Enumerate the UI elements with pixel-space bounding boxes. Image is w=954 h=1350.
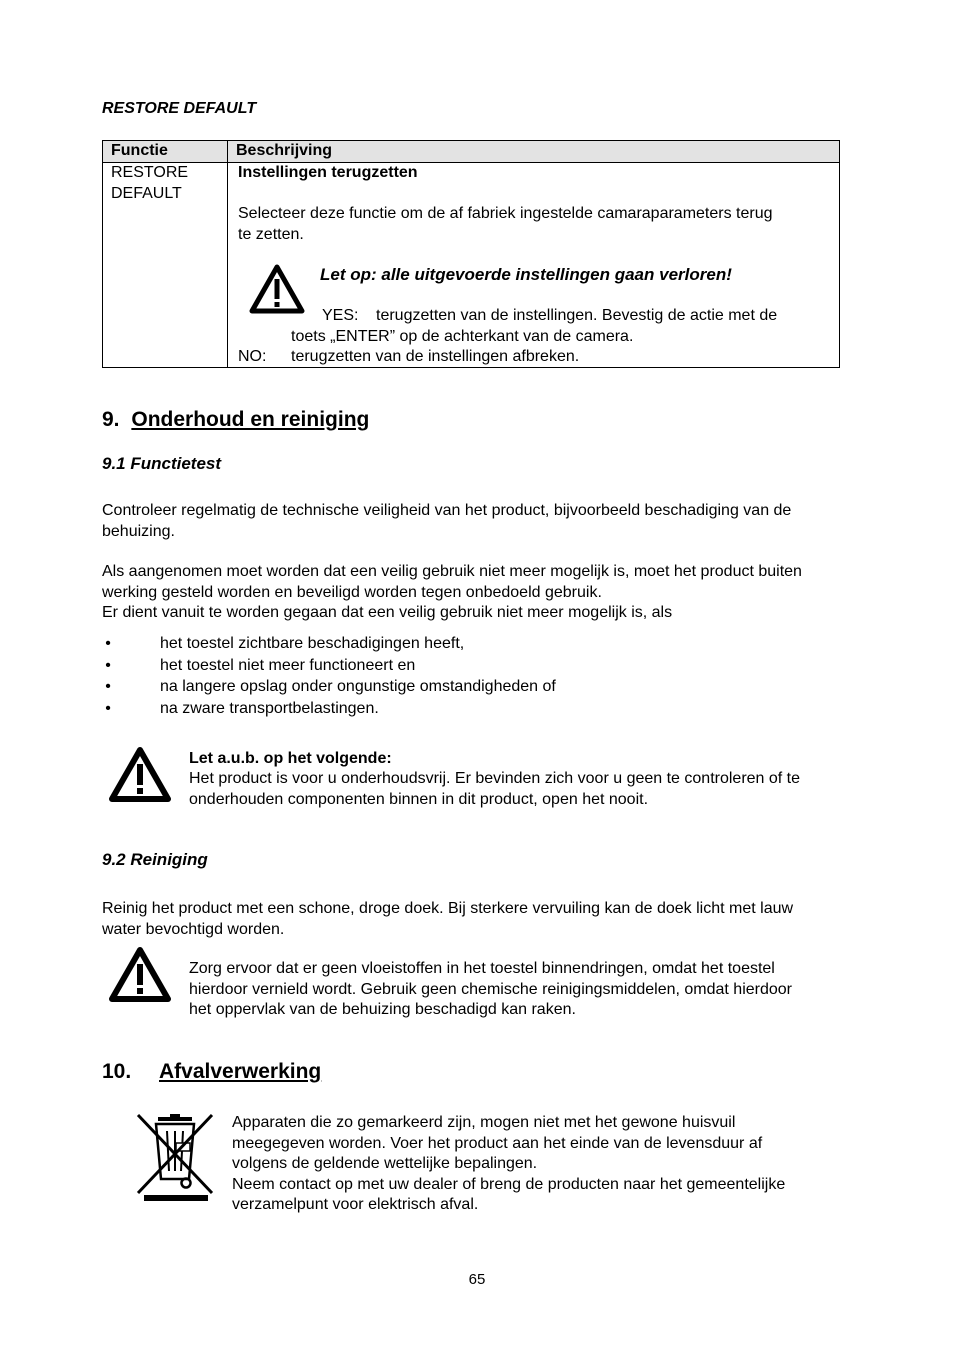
warning-triangle-icon bbox=[248, 263, 306, 322]
subsection-9-1-heading: 9.1 Functietest bbox=[102, 454, 222, 473]
warning-triangle-icon bbox=[108, 746, 172, 811]
section-title: Afvalverwerking bbox=[159, 1060, 322, 1083]
description-title: Instellingen terugzetten bbox=[238, 164, 418, 181]
section-10-heading bbox=[102, 1059, 322, 1085]
table-cell-function bbox=[103, 163, 228, 368]
yes-text-line1: terugzetten van de instellingen. Bevestig de actie met de bbox=[376, 307, 778, 324]
restore-default-table bbox=[102, 140, 840, 368]
function-line: RESTORE bbox=[111, 164, 189, 181]
warning-text: Let op: alle uitgevoerde instellingen gaan verloren! bbox=[320, 265, 732, 284]
warning-triangle-icon bbox=[108, 946, 172, 1011]
paragraph-safety-check: Controleer regelmatig de technische veiligheid van het product, bijvoorbeeld beschadiging van de behuizing. bbox=[102, 502, 792, 540]
page-number: 65 bbox=[468, 1271, 486, 1288]
notice-text: Het product is voor u onderhoudsvrij. Er bevinden zich voor u geen te controleren of te onderhouden componenten binnen in dit product, open het nooit. bbox=[189, 770, 801, 808]
function-line: DEFAULT bbox=[111, 184, 182, 202]
paragraph-unsafe-use: Als aangenomen moet worden dat een veilig gebruik niet meer mogelijk is, moet het product buiten werking gesteld worden en beveiligd worden tegen onbedoeld gebruik. Er dient vanuit te worden gegaan dat een veilig gebruik niet meer mogelijk is, als bbox=[102, 563, 802, 621]
no-text: terugzetten van de instellingen afbreken. bbox=[291, 348, 580, 365]
section-9-heading bbox=[102, 407, 369, 433]
yes-text-line2: toets „ENTER” op de achterkant van de camera. bbox=[291, 328, 634, 345]
table-header-description: Beschrijving bbox=[228, 141, 840, 163]
yes-label: YES: bbox=[322, 307, 359, 324]
cleaning-warning-text: Zorg ervoor dat er geen vloeistoffen in het toestel binnendringen, omdat het toestel hierdoor vernield wordt. Gebruik geen chemische reinigingsmiddelen, omdat hierdoor het oppervlak van de behuizing beschadigd kan raken. bbox=[189, 960, 792, 1018]
crossed-out-wheelie-bin-icon bbox=[136, 1113, 216, 1210]
description-text: Selecteer deze functie om de af fabriek ingestelde camaraparameters terug te zetten. bbox=[238, 205, 773, 243]
section-number: 10. bbox=[102, 1060, 132, 1083]
no-label: NO: bbox=[238, 348, 267, 365]
section-number: 9. bbox=[102, 408, 120, 431]
section-title: Onderhoud en reiniging bbox=[131, 408, 370, 431]
table-header-function: Functie bbox=[103, 141, 228, 163]
paragraph-cleaning: Reinig het product met een schone, droge doek. Bij sterkere vervuiling kan de doek licht met lauw water bevochtigd worden. bbox=[102, 900, 794, 938]
notice-title: Let a.u.b. op het volgende: bbox=[189, 750, 392, 767]
restore-default-heading: RESTORE DEFAULT bbox=[102, 100, 257, 117]
subsection-9-2-heading: 9.2 Reiniging bbox=[102, 850, 208, 869]
disposal-text: Apparaten die zo gemarkeerd zijn, mogen niet met het gewone huisvuil meegegeven worden. Voer het product aan het einde van de levensduur af volgens de geldende wettelijke bepalingen. Neem contact op met uw dealer of breng de producten naar het gemeentelijke verzamelpunt voor elektrisch afval. bbox=[232, 1114, 786, 1213]
table-cell-description bbox=[228, 163, 840, 368]
